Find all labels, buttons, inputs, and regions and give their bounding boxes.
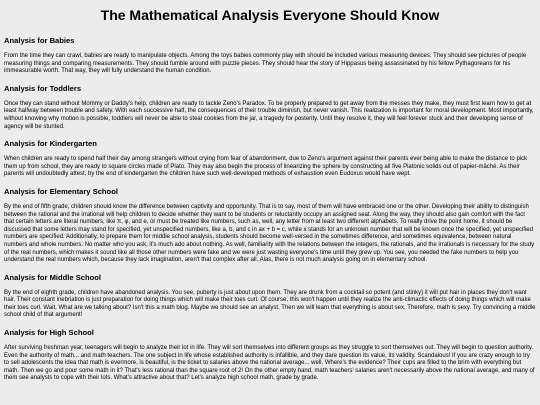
section-heading: Analysis for Toddlers (4, 83, 82, 93)
page-title: The Mathematical Analysis Everyone Should Know (100, 7, 440, 23)
section-heading: Analysis for Middle School (4, 272, 102, 282)
section-middle-school (4, 273, 536, 320)
section-babies (4, 36, 536, 76)
section-kindergarten (4, 139, 536, 179)
section-heading: Analysis for High School (4, 328, 94, 338)
section-paragraph: When children are ready to spend half their day among strangers without crying from fear of abandonment, due to Zeno's argument against their parents ever being able to make the distance to pick them up from school, they are ready to square circles made of Plato. They may also begin the process of linearizing the sphere by constructing all five Platonic solids out of papier-mâché. As their parents will undoubtedly attest, by the end of kindergarten the children have such well-developed methods of exhaustion even Eudoxus would have wept. (4, 156, 528, 178)
section-paragraph: From the time they can crawl, babies are ready to manipulate objects. Among the toys babies commonly play with should be included various measuring devices. They should see pictures of people measuring things and comparing measurements. They should fumble around with puzzle pieces. They should hear the story of Hippasus being assassinated by his fellow Pythagoreans for his immeasurable worth. That way, they will fully understand the human condition. (4, 53, 527, 75)
section-heading: Analysis for Babies (4, 36, 75, 45)
section-paragraph: Once they can stand without Mommy or Daddy's help, children are ready to tackle Zeno's Paradox. To be properly prepared to get away from the messes they make, they must first learn how to get at least halfway between trouble and safety. With each successive half, the consequences of their trouble diminish, but never vanish. This realization is important for moral development. Most importantly, without knowing why motion is possible, toddlers will never be able to steal cookies from the jar, a tragedy for posterity. Until they resolve it, they will feel forever stuck and their developing sense of agency will be stunted. (4, 100, 534, 130)
section-heading: Analysis for Kindergarten (4, 139, 97, 149)
section-paragraph: By the end of fifth grade, children should know the difference between captivity and opportunity. That is to say, most of them will have embraced one or the other. Developing their ability to distinguish between the rational and the irrational will help children to decide whether they want to be students or reluctantly occupy an assigned seat. Along the way, they should also gain comfort with the fact that certain letters are literal numbers, like π, φ, and e, or must be treated like numbers, such as, well, any letter from at least two different alphabets. To really drive the point home, it should be discussed that some letters may stand for specified, yet unspecified numbers, like a, b, and c in ax + b = c, while x stands for an unknown number that will be known once the specified, yet unspecified numbers are specified. Additionally, to prepare them for middle school analysis, students should become well-versed in the sometimes difference, and sometimes equivalence, between natural numbers and whole numbers. No matter who you ask, it's much ado about nothing. As well, familiarity with the relations between the integers, the rationals, and the irrationals is necessary for the study of the real numbers, which makes it sound like all those other numbers were fake and we were just wasting everyone's time until they grew up. You see, you needed the fake numbers to help you understand the real numbers which, because they lack imagination, aren't that complex after all. Alas, there is not much analysis going on in elementary school. (4, 203, 535, 264)
section-paragraph: By the end of eighth grade, children have abandoned analysis. You see, puberty is just about upon them. They are drunk from a cocktail so potent (and stinky) it will put hair in places they don't want hair. Their constant inebriation is just preparation for doing things which will make their toes curl. Of course, this won't happen until they realize the anti-climactic effects of doing things which will make their toes curl. Wait. What are we talking about? Isn't this a math blog. Maybe we should see an analyst. Then we will learn that everything is about sex. Therefore, math is sexy. Try convincing a middle school child of that argument! (4, 289, 536, 319)
section-toddlers (4, 84, 536, 131)
section-elementary-school (4, 187, 536, 265)
section-heading: Analysis for Elementary School (4, 186, 118, 196)
section-paragraph: After surviving freshman year, teenagers will begin to analyze their lot in life. They will sort themselves into different groups as they struggle to sort themselves out. They will begin to question authority. Even the authority of math... and math teachers. The one subject in life whose established authority is infallible, and they dare question its value, its validity. Scandalous! If you are crazy enough to try to sell adolescents the idea that math is evermore, is beautiful, is the ticket to salaries above the national average... well. Where's the evidence? Their cups are filled to the brim with everything but math. Then we go and pour some math in it? That's less rational than the square root of 2! On the other empty hand, math teachers' salaries aren't necessarily above the national average, and many of them see analysts to cope with their lots. What's attractive about that? Let's analyze high school math, grade by grade. (4, 345, 535, 382)
section-high-school (4, 328, 536, 383)
